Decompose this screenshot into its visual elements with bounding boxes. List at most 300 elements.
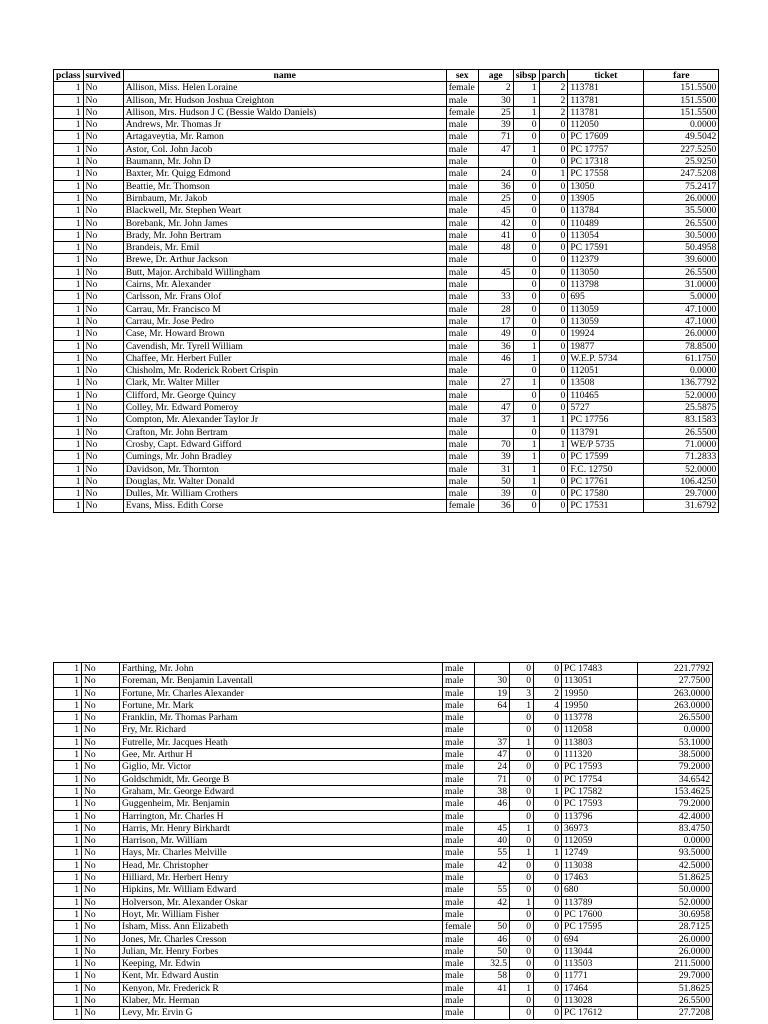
cell-sibsp: 0 [513,488,539,500]
table-row [54,192,719,204]
cell-age: 58 [475,970,510,982]
cell-pclass: 1 [54,156,84,168]
table-row [54,168,719,180]
cell-age: 50 [478,475,513,487]
cell-age [478,254,513,266]
cell-survived: No [83,254,123,266]
cell-sibsp: 0 [510,958,534,970]
cell-pclass: 1 [54,389,84,401]
cell-sex: male [443,859,475,871]
cell-parch: 0 [539,451,568,463]
cell-survived: No [82,908,120,920]
cell-parch: 2 [539,82,568,94]
cell-sex: male [443,724,475,736]
cell-survived: No [82,835,120,847]
cell-ticket: 113503 [562,958,638,970]
cell-parch: 0 [539,352,568,364]
cell-pclass: 1 [54,810,82,822]
cell-age [478,279,513,291]
table-row [54,279,719,291]
cell-name: Harrison, Mr. William [120,835,443,847]
cell-parch: 0 [539,279,568,291]
cell-sex: male [446,426,478,438]
cell-sex: male [446,279,478,291]
cell-pclass: 1 [54,822,82,834]
cell-ticket: 17463 [562,872,638,884]
cell-sibsp: 0 [513,328,539,340]
cell-ticket: 11771 [562,970,638,982]
cell-survived: No [82,970,120,982]
header-name: name [123,70,446,82]
cell-fare: 51.8625 [638,982,713,994]
table-row [54,945,713,957]
cell-sex: male [443,908,475,920]
table-row [54,389,719,401]
cell-age: 42 [475,896,510,908]
table-row [54,463,719,475]
cell-age: 46 [478,352,513,364]
cell-name: Carrau, Mr. Jose Pedro [123,315,446,327]
cell-parch: 0 [534,982,562,994]
cell-sex: female [446,82,478,94]
table-row [54,488,719,500]
cell-ticket: 695 [568,291,644,303]
cell-pclass: 1 [54,451,84,463]
cell-fare: 29.7000 [638,970,713,982]
cell-parch: 0 [534,724,562,736]
cell-name: Crosby, Capt. Edward Gifford [123,438,446,450]
cell-sex: male [443,675,475,687]
cell-survived: No [83,389,123,401]
cell-name: Goldschmidt, Mr. George B [120,773,443,785]
cell-sibsp: 0 [513,242,539,254]
cell-fare: 75.2417 [644,180,719,192]
cell-name: Borebank, Mr. John James [123,217,446,229]
cell-ticket: 13508 [568,377,644,389]
cell-parch: 0 [539,217,568,229]
cell-pclass: 1 [54,785,82,797]
cell-age: 40 [475,835,510,847]
cell-parch: 0 [539,242,568,254]
cell-sibsp: 1 [510,822,534,834]
table-row [54,377,719,389]
cell-fare: 79.2000 [638,761,713,773]
cell-pclass: 1 [54,438,84,450]
cell-sibsp: 0 [510,798,534,810]
cell-ticket: PC 17318 [568,156,644,168]
cell-name: Clifford, Mr. George Quincy [123,389,446,401]
cell-pclass: 1 [54,699,82,711]
cell-ticket: 19950 [562,687,638,699]
cell-survived: No [82,724,120,736]
cell-ticket: W.E.P. 5734 [568,352,644,364]
cell-parch: 0 [539,254,568,266]
cell-parch: 0 [534,970,562,982]
cell-fare: 151.5500 [644,82,719,94]
cell-fare: 263.0000 [638,699,713,711]
cell-pclass: 1 [54,488,84,500]
cell-ticket: 12749 [562,847,638,859]
cell-pclass: 1 [54,908,82,920]
cell-fare: 151.5500 [644,106,719,118]
cell-parch: 0 [534,958,562,970]
cell-sibsp: 0 [510,970,534,982]
cell-sex: male [446,94,478,106]
cell-sex: male [443,982,475,994]
cell-age: 47 [475,749,510,761]
cell-pclass: 1 [54,675,82,687]
cell-name: Graham, Mr. George Edward [120,785,443,797]
cell-sex: male [443,945,475,957]
cell-survived: No [83,82,123,94]
cell-pclass: 1 [54,279,84,291]
cell-pclass: 1 [54,426,84,438]
cell-sibsp: 0 [513,266,539,278]
cell-survived: No [83,303,123,315]
cell-parch: 0 [539,328,568,340]
cell-sibsp: 1 [510,699,534,711]
cell-pclass: 1 [54,896,82,908]
cell-parch: 0 [534,749,562,761]
cell-fare: 227.5250 [644,143,719,155]
cell-fare: 53.1000 [638,736,713,748]
cell-age [478,156,513,168]
cell-age [478,389,513,401]
cell-pclass: 1 [54,365,84,377]
cell-name: Artagaveytia, Mr. Ramon [123,131,446,143]
cell-parch: 0 [539,365,568,377]
cell-pclass: 1 [54,119,84,131]
table-row [54,229,719,241]
cell-age: 2 [478,82,513,94]
cell-name: Kent, Mr. Edward Austin [120,970,443,982]
cell-sibsp: 0 [513,303,539,315]
cell-parch: 0 [539,205,568,217]
cell-sibsp: 0 [510,945,534,957]
cell-sex: male [446,266,478,278]
cell-name: Case, Mr. Howard Brown [123,328,446,340]
cell-sex: male [446,414,478,426]
cell-name: Colley, Mr. Edward Pomeroy [123,402,446,414]
table-row [54,908,713,920]
cell-sibsp: 0 [510,835,534,847]
cell-age [475,1007,510,1019]
cell-age [478,365,513,377]
cell-sex: male [443,970,475,982]
cell-survived: No [82,958,120,970]
cell-sibsp: 1 [513,414,539,426]
cell-ticket: 694 [562,933,638,945]
cell-name: Brandeis, Mr. Emil [123,242,446,254]
table-row [54,798,713,810]
cell-sibsp: 0 [513,389,539,401]
cell-survived: No [82,687,120,699]
cell-sex: male [446,192,478,204]
table-row [54,724,713,736]
cell-parch: 0 [539,426,568,438]
cell-ticket: 113054 [568,229,644,241]
table-row [54,328,719,340]
cell-sex: male [446,180,478,192]
cell-survived: No [82,982,120,994]
cell-sibsp: 0 [510,884,534,896]
cell-fare: 83.4750 [638,822,713,834]
table-row [54,958,713,970]
cell-parch: 2 [534,687,562,699]
cell-fare: 29.7000 [644,488,719,500]
cell-ticket: 112051 [568,365,644,377]
cell-parch: 1 [534,847,562,859]
cell-sibsp: 0 [510,761,534,773]
cell-ticket: 680 [562,884,638,896]
cell-pclass: 1 [54,663,82,675]
cell-name: Isham, Miss. Ann Elizabeth [120,921,443,933]
cell-pclass: 1 [54,872,82,884]
cell-sibsp: 1 [513,463,539,475]
header-pclass: pclass [54,70,84,82]
cell-pclass: 1 [54,131,84,143]
cell-fare: 26.5500 [644,266,719,278]
cell-fare: 0.0000 [638,835,713,847]
cell-fare: 34.6542 [638,773,713,785]
cell-name: Douglas, Mr. Walter Donald [123,475,446,487]
cell-fare: 0.0000 [638,724,713,736]
table-row [54,119,719,131]
cell-ticket: 113791 [568,426,644,438]
cell-parch: 0 [534,675,562,687]
cell-parch: 0 [534,995,562,1007]
cell-age: 45 [478,205,513,217]
cell-name: Dulles, Mr. William Crothers [123,488,446,500]
cell-ticket: PC 17582 [562,785,638,797]
cell-fare: 0.0000 [644,119,719,131]
cell-parch: 0 [534,663,562,675]
cell-fare: 27.7500 [638,675,713,687]
cell-ticket: PC 17483 [562,663,638,675]
cell-fare: 221.7792 [638,663,713,675]
cell-survived: No [83,438,123,450]
cell-parch: 0 [539,340,568,352]
cell-name: Crafton, Mr. John Bertram [123,426,446,438]
cell-survived: No [83,168,123,180]
cell-parch: 0 [539,402,568,414]
cell-parch: 0 [534,761,562,773]
cell-parch: 0 [539,500,568,512]
cell-name: Klaber, Mr. Herman [120,995,443,1007]
cell-ticket: WE/P 5735 [568,438,644,450]
header-sibsp: sibsp [513,70,539,82]
cell-name: Gee, Mr. Arthur H [120,749,443,761]
cell-name: Giglio, Mr. Victor [120,761,443,773]
cell-ticket: 113803 [562,736,638,748]
cell-sibsp: 1 [510,736,534,748]
cell-fare: 26.5500 [644,217,719,229]
cell-ticket: 19877 [568,340,644,352]
header-age: age [478,70,513,82]
cell-survived: No [83,377,123,389]
cell-survived: No [83,451,123,463]
table-row [54,1007,713,1019]
cell-pclass: 1 [54,500,84,512]
cell-age: 41 [478,229,513,241]
cell-sibsp: 1 [510,982,534,994]
cell-survived: No [83,119,123,131]
table-row [54,675,713,687]
cell-pclass: 1 [54,712,82,724]
cell-age: 48 [478,242,513,254]
cell-sibsp: 1 [513,438,539,450]
cell-fare: 51.8625 [638,872,713,884]
cell-sibsp: 0 [510,663,534,675]
cell-parch: 4 [534,699,562,711]
cell-sibsp: 0 [513,402,539,414]
table-row [54,687,713,699]
cell-ticket: 113784 [568,205,644,217]
cell-ticket: 113781 [568,106,644,118]
cell-sex: male [443,884,475,896]
cell-age: 36 [478,500,513,512]
cell-age: 42 [475,859,510,871]
cell-ticket: PC 17593 [562,761,638,773]
cell-survived: No [83,414,123,426]
table-body-2 [54,663,713,1020]
table-row [54,402,719,414]
cell-sibsp: 3 [510,687,534,699]
cell-fare: 26.0000 [638,933,713,945]
cell-name: Cavendish, Mr. Tyrell William [123,340,446,352]
table-row [54,749,713,761]
cell-ticket: 13905 [568,192,644,204]
cell-survived: No [82,933,120,945]
table-row [54,835,713,847]
table-row [54,315,719,327]
cell-name: Carlsson, Mr. Frans Olof [123,291,446,303]
cell-age: 38 [475,785,510,797]
cell-survived: No [83,94,123,106]
cell-ticket: 113796 [562,810,638,822]
cell-pclass: 1 [54,217,84,229]
cell-survived: No [82,945,120,957]
cell-parch: 0 [534,798,562,810]
cell-fare: 50.0000 [638,884,713,896]
cell-parch: 0 [534,822,562,834]
cell-survived: No [82,859,120,871]
cell-pclass: 1 [54,303,84,315]
cell-age: 24 [478,168,513,180]
passenger-table-2 [53,662,713,1020]
cell-sex: male [446,119,478,131]
cell-pclass: 1 [54,761,82,773]
table-row [54,82,719,94]
cell-survived: No [83,242,123,254]
cell-survived: No [82,896,120,908]
cell-fare: 52.0000 [638,896,713,908]
cell-name: Levy, Mr. Ervin G [120,1007,443,1019]
cell-name: Allison, Mr. Hudson Joshua Creighton [123,94,446,106]
cell-sex: male [446,389,478,401]
cell-ticket: F.C. 12750 [568,463,644,475]
table-row [54,712,713,724]
cell-pclass: 1 [54,945,82,957]
cell-parch: 2 [539,94,568,106]
cell-fare: 71.2833 [644,451,719,463]
cell-pclass: 1 [54,377,84,389]
cell-age: 46 [475,798,510,810]
cell-name: Guggenheim, Mr. Benjamin [120,798,443,810]
cell-parch: 0 [534,921,562,933]
cell-ticket: 5727 [568,402,644,414]
cell-name: Allison, Miss. Helen Loraine [123,82,446,94]
cell-age: 70 [478,438,513,450]
cell-age [475,810,510,822]
cell-name: Blackwell, Mr. Stephen Weart [123,205,446,217]
cell-parch: 2 [539,106,568,118]
cell-name: Harris, Mr. Henry Birkhardt [120,822,443,834]
cell-ticket: PC 17612 [562,1007,638,1019]
table-row [54,291,719,303]
cell-pclass: 1 [54,205,84,217]
cell-pclass: 1 [54,970,82,982]
cell-sibsp: 0 [513,315,539,327]
cell-name: Beattie, Mr. Thomson [123,180,446,192]
cell-ticket: 110465 [568,389,644,401]
cell-name: Cumings, Mr. John Bradley [123,451,446,463]
cell-age: 71 [478,131,513,143]
cell-survived: No [82,785,120,797]
cell-pclass: 1 [54,229,84,241]
cell-age [475,908,510,920]
table-row [54,205,719,217]
cell-name: Fry, Mr. Richard [120,724,443,736]
cell-survived: No [83,402,123,414]
cell-survived: No [82,822,120,834]
table-row [54,970,713,982]
cell-parch: 0 [539,156,568,168]
cell-ticket: PC 17591 [568,242,644,254]
cell-pclass: 1 [54,82,84,94]
cell-name: Franklin, Mr. Thomas Parham [120,712,443,724]
cell-sibsp: 1 [513,106,539,118]
cell-ticket: 112379 [568,254,644,266]
table-row [54,847,713,859]
cell-survived: No [82,995,120,1007]
cell-pclass: 1 [54,475,84,487]
cell-ticket: PC 17599 [568,451,644,463]
table-row [54,303,719,315]
cell-fare: 26.5500 [644,426,719,438]
cell-pclass: 1 [54,328,84,340]
cell-sex: male [443,761,475,773]
cell-sex: male [443,798,475,810]
table-row [54,785,713,797]
cell-age: 28 [478,303,513,315]
cell-name: Jones, Mr. Charles Cresson [120,933,443,945]
cell-fare: 31.6792 [644,500,719,512]
cell-age: 39 [478,451,513,463]
cell-name: Hilliard, Mr. Herbert Henry [120,872,443,884]
cell-name: Carrau, Mr. Francisco M [123,303,446,315]
cell-sibsp: 0 [513,217,539,229]
cell-sibsp: 0 [513,254,539,266]
cell-age: 42 [478,217,513,229]
cell-fare: 0.0000 [644,365,719,377]
cell-ticket: 113044 [562,945,638,957]
cell-age: 45 [478,266,513,278]
cell-age: 39 [478,488,513,500]
cell-age [475,663,510,675]
cell-ticket: PC 17600 [562,908,638,920]
cell-fare: 263.0000 [638,687,713,699]
